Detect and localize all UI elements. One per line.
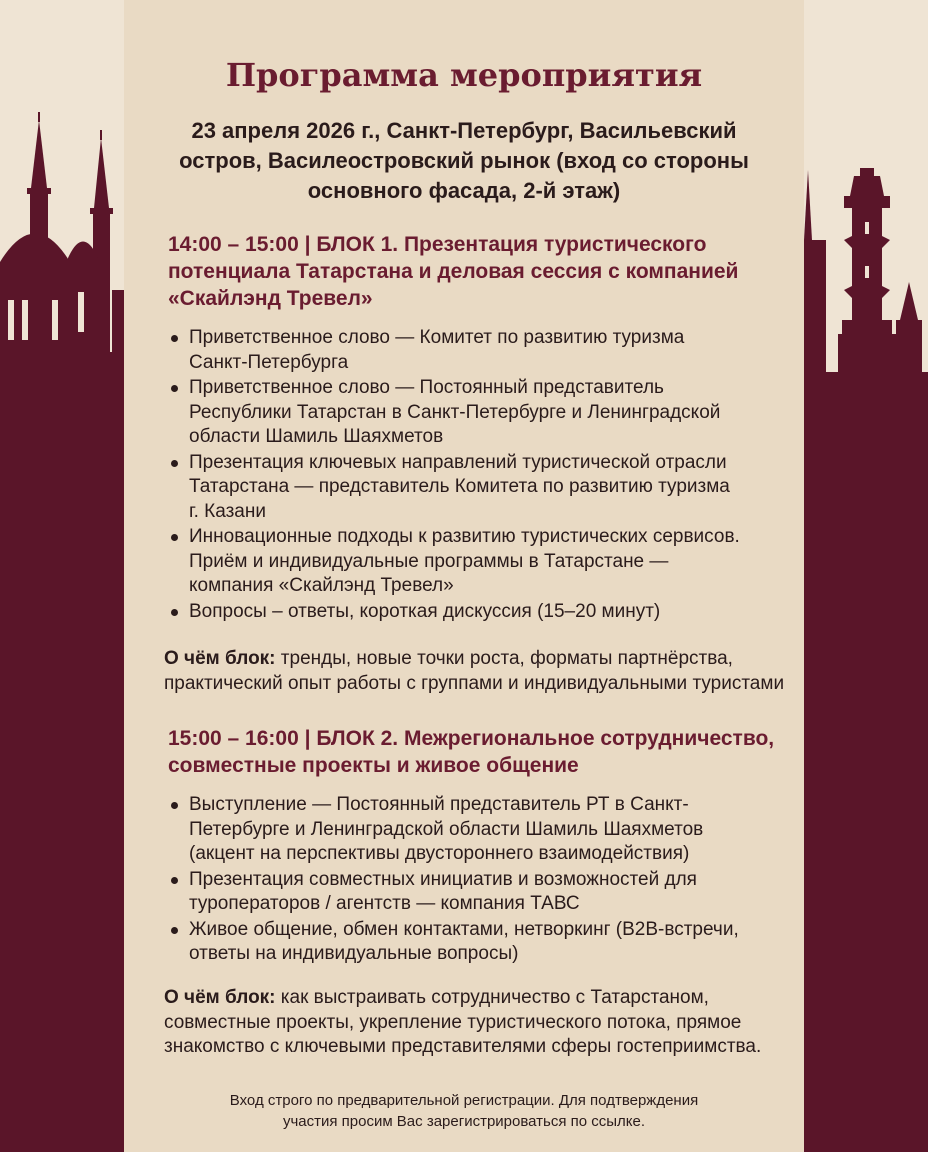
rostral-column-silhouette-icon [804,0,928,1152]
list-item-line: Республики Татарстан в Санкт-Петербурге и Ленинградской [189,401,721,423]
list-item-line: компания «Скайлэнд Тревел» [189,575,454,596]
about-text: совместные проекты, укрепление туристического потока, прямое [164,1011,742,1033]
registration-note [164,1090,764,1132]
list-item-line: Инновационные подходы к развитию туристических сервисов. [189,526,740,547]
list-item-line: Живое общение, обмен контактами, нетворкинг (B2B-встречи, [189,918,739,940]
list-item-line: области Шамиль Шаяхметов [189,426,444,447]
about-text: знакомство с ключевыми представителями сферы гостеприимства. [164,1036,762,1057]
block2-heading-line: 15:00 – 16:00 | БЛОК 2. Межрегиональное сотрудничество, [168,727,775,750]
list-item [168,793,798,867]
block2-about [164,986,804,1060]
list-item [168,868,798,917]
block2-heading-line: совместные проекты и живое общение [168,754,579,777]
location-line: остров, Василеостровский рынок (вход со стороны [179,148,749,173]
kazan-mosque-silhouette-icon [0,0,124,1152]
list-item [168,376,798,450]
block1-agenda-list [168,326,798,625]
page-title: Программа мероприятия [225,56,703,94]
list-item-line: (акцент на перспективы двустороннего взаимодействия) [189,843,690,864]
list-item-line: Приём и индивидуальные программы в Татарстане — [189,550,669,572]
program-panel [124,0,804,1152]
block2-heading [168,725,798,779]
block1-heading-line: 14:00 – 15:00 | БЛОК 1. Презентация туристического [168,233,707,256]
list-item [168,600,798,625]
list-item [168,326,798,375]
list-item-line: Татарстана — представитель Комитета по развитию туризма [189,476,730,497]
block1-heading-line: потенциала Татарстана и деловая сессия с компанией [168,260,739,283]
about-label: О чём блок: [164,648,276,669]
block2-agenda-list [168,793,798,968]
about-text: тренды, новые точки роста, форматы партнёрства, [275,648,733,669]
about-label: О чём блок: [164,987,276,1008]
location-line: 23 апреля 2026 г., Санкт-Петербург, Васильевский [191,118,737,143]
list-item-line: г. Казани [189,500,266,522]
list-item-line: Презентация совместных инициатив и возможностей для [189,868,697,890]
list-item-line: Приветственное слово — Постоянный представитель [189,377,664,398]
about-text: как выстраивать сотрудничество с Татарстаном, [275,987,709,1008]
footer-line: Вход строго по предварительной регистрации. Для подтверждения [229,1092,699,1109]
footer-line: участия просим Вас зарегистрироваться по ссылке. [282,1113,646,1130]
block1-heading [168,231,798,312]
list-item-line: Петербурге и Ленинградской области Шамиль Шаяхметов [189,818,704,840]
event-location [164,116,764,206]
list-item [168,918,798,967]
list-item-line: туроператоров / агентств — компания ТАВС [189,893,580,914]
list-item-line: Приветственное слово — Комитет по развитию туризма [189,327,685,348]
list-item-line: Вопросы – ответы, короткая дискуссия (15–20 минут) [189,600,661,622]
about-text: практический опыт работы с группами и индивидуальными туристами [164,672,785,694]
list-item-line: Выступление — Постоянный представитель РТ в Санкт- [189,794,689,815]
block1-about [164,647,804,696]
list-item [168,525,798,599]
list-item-line: Санкт-Петербурга [189,351,349,373]
block1-heading-line: «Скайлэнд Тревел» [168,287,373,310]
list-item-line: Презентация ключевых направлений туристической отрасли [189,451,727,473]
location-line: основного фасада, 2-й этаж) [307,178,621,203]
list-item-line: ответы на индивидуальные вопросы) [189,943,519,964]
list-item [168,451,798,525]
